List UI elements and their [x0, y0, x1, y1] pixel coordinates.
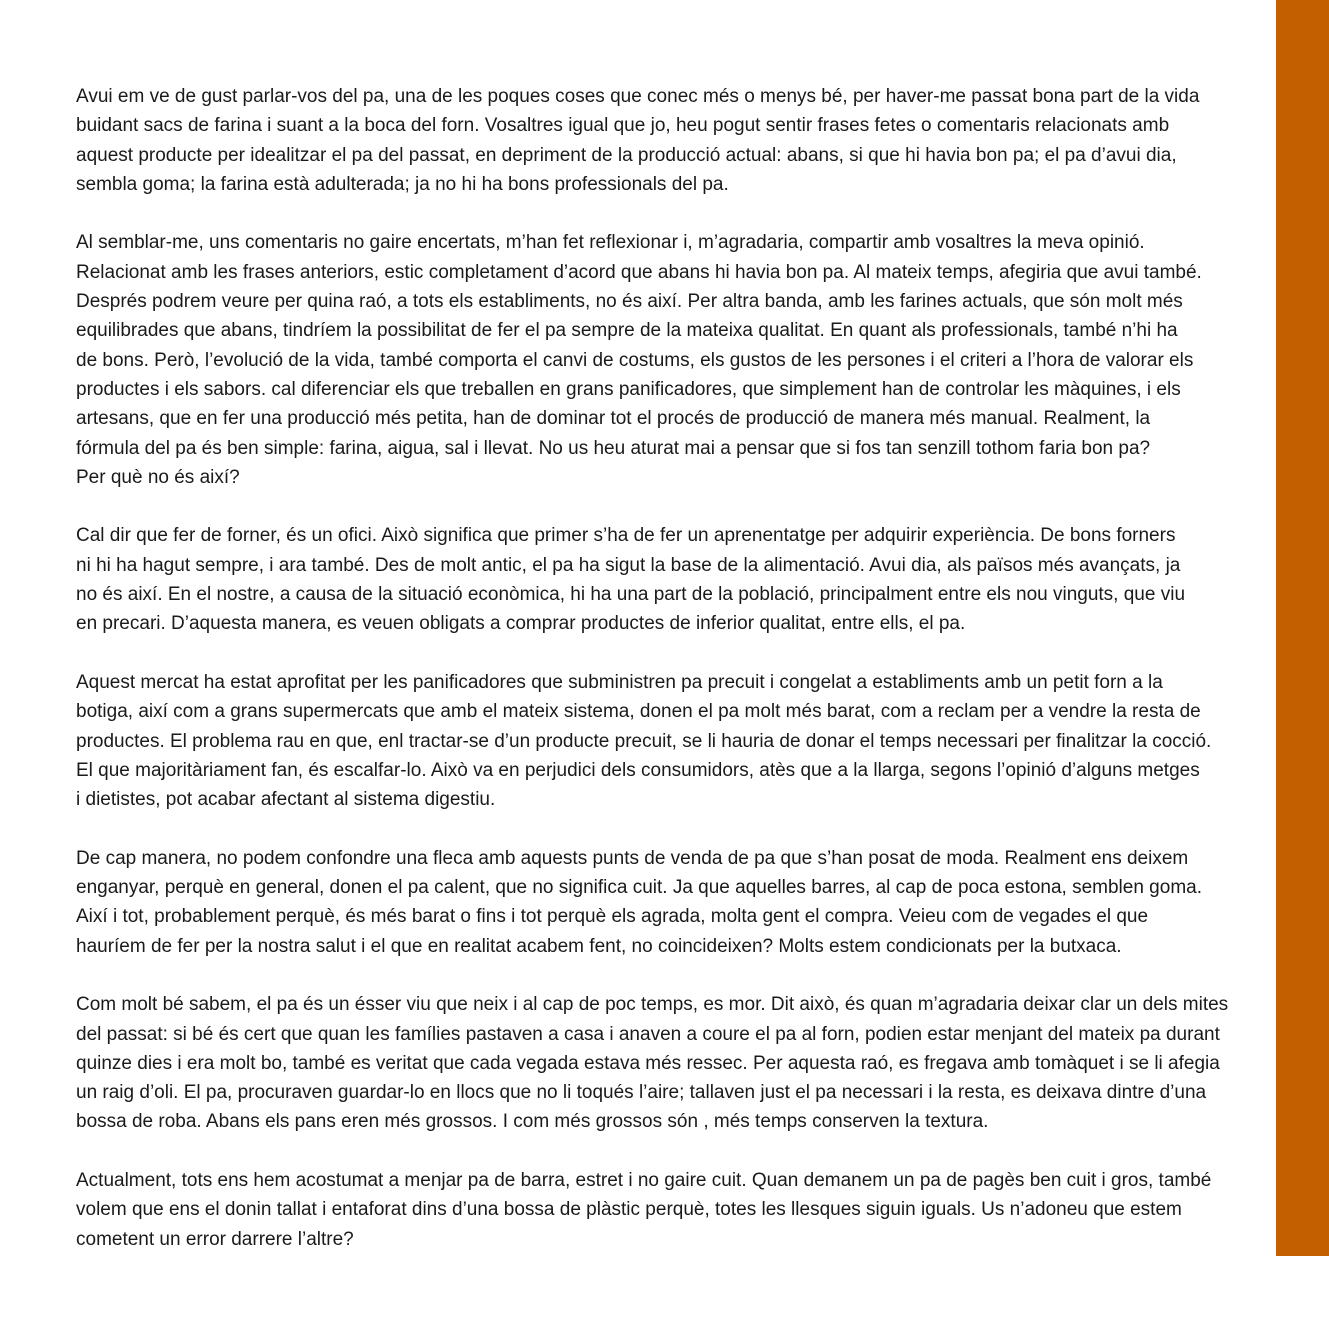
text-line: volem que ens el donin tallat i entaforat dins d’una bossa de plàstic perquè, totes les llesques siguin iguals. Us n’adoneu que estem [76, 1199, 1182, 1221]
text-line: equilibrades que abans, tindríem la possibilitat de fer el pa sempre de la mateixa qualitat. En quant als professionals, també n’hi ha [76, 320, 1178, 342]
text-line: del passat: si bé és cert que quan les famílies pastaven a casa i anaven a coure el pa al forn, podien estar menjant del mateix pa durant [76, 1023, 1220, 1045]
text-line: artesans, que en fer una producció més petita, han de dominar tot el procés de producció de manera més manual. Realment, la [76, 408, 1151, 430]
text-line: Així i tot, probablement perquè, és més barat o fins i tot perquè els agrada, molta gent el compra. Veieu com de vegades el que [76, 906, 1149, 928]
text-line: Després podrem veure per quina raó, a tots els establiments, no és així. Per altra banda, amb les farines actuals, que són molt més [76, 291, 1183, 313]
orange-side-bar [1276, 0, 1329, 1256]
article-body [76, 82, 1256, 1283]
paragraph-3 [76, 521, 1256, 638]
paragraph-7 [76, 1166, 1256, 1254]
text-line: Cal dir que fer de forner, és un ofici. Això significa que primer s’ha de fer un aprenentatge per adquirir experiència. De bons forners [76, 525, 1176, 547]
text-line: Aquest mercat ha estat aprofitat per les panificadores que subministren pa precuit i congelat a establiments amb un petit forn a la [76, 671, 1163, 693]
text-line: Relacionat amb les frases anteriors, estic completament d’acord que abans hi havia bon pa. Al mateix temps, afegiria que avui també. [76, 261, 1202, 283]
text-line: botiga, així com a grans supermercats que amb el mateix sistema, donen el pa molt més barat, com a reclam per a vendre la resta de [76, 701, 1201, 723]
text-line: un raig d’oli. El pa, procuraven guardar-lo en llocs que no li toqués l’aire; tallaven just el pa necessari i la resta, es deixava dintre d’una [76, 1082, 1207, 1104]
text-line: bossa de roba. Abans els pans eren més grossos. I com més grossos són , més temps conserven la textura. [76, 1111, 989, 1133]
text-line: productes i els sabors. cal diferenciar els que treballen en grans panificadores, que simplement han de controlar les màquines, i els [76, 378, 1181, 400]
text-line: Per què no és així? [76, 466, 240, 488]
text-line: De cap manera, no podem confondre una fleca amb aquests punts de venda de pa que s’han posat de moda. Realment ens deixem [76, 847, 1189, 869]
text-line: Al semblar-me, uns comentaris no gaire encertats, m’han fet reflexionar i, m’agradaria, compartir amb vosaltres la meva opinió. [76, 232, 1145, 254]
text-line: de bons. Però, l’evolució de la vida, també comporta el canvi de costums, els gustos de les persones i el criteri a l’hora de valorar els [76, 349, 1194, 371]
text-line: El que majoritàriament fan, és escalfar-lo. Això va en perjudici dels consumidors, atès que a la llarga, segons l’opinió d’alguns metges [76, 759, 1200, 781]
text-line: buidant sacs de farina i suant a la boca del forn. Vosaltres igual que jo, heu pogut sentir frases fetes o comentaris relacionats amb [76, 115, 1170, 137]
paragraph-1 [76, 82, 1256, 199]
text-line: i dietistes, pot acabar afectant al sistema digestiu. [76, 789, 496, 811]
text-line: fórmula del pa és ben simple: farina, aigua, sal i llevat. No us heu aturat mai a pensar que si fos tan senzill tothom faria bon pa? [76, 437, 1151, 459]
text-line: enganyar, perquè en general, donen el pa calent, que no significa cuit. Ja que aquelles barres, al cap de poca estona, semblen goma. [76, 877, 1202, 899]
paragraph-2 [76, 228, 1256, 492]
text-line: aquest producte per idealitzar el pa del passat, en depriment de la producció actual: abans, si que hi havia bon pa; el pa d’avui dia, [76, 144, 1177, 166]
text-line: no és així. En el nostre, a causa de la situació econòmica, hi ha una part de la població, principalment entre els nou vinguts, que viu [76, 584, 1186, 606]
text-line: sembla goma; la farina està adulterada; ja no hi ha bons professionals del pa. [76, 173, 729, 195]
paragraph-4 [76, 668, 1256, 814]
text-line: hauríem de fer per la nostra salut i el que en realitat acabem fent, no coincideixen? Molts estem condicionats per la butxaca. [76, 935, 1122, 957]
text-line: productes. El problema rau en que, enl tractar-se d’un producte precuit, se li hauria de donar el temps necessari per finalitzar la cocció. [76, 730, 1212, 752]
paragraph-5 [76, 844, 1256, 961]
text-line: quinze dies i era molt bo, també es veritat que cada vegada estava més ressec. Per aquesta raó, es fregava amb tomàquet i se li afegia [76, 1052, 1220, 1074]
text-line: en precari. D’aquesta manera, es veuen obligats a comprar productes de inferior qualitat, entre ells, el pa. [76, 613, 966, 635]
text-line: Actualment, tots ens hem acostumat a menjar pa de barra, estret i no gaire cuit. Quan demanem un pa de pagès ben cuit i gros, també [76, 1169, 1212, 1191]
text-line: Com molt bé sabem, el pa és un ésser viu que neix i al cap de poc temps, es mor. Dit això, és quan m’agradaria deixar clar un dels mites [76, 994, 1229, 1016]
text-line: Avui em ve de gust parlar-vos del pa, una de les poques coses que conec més o menys bé, per haver-me passat bona part de la vida [76, 86, 1200, 107]
paragraph-6 [76, 990, 1256, 1136]
text-line: cometent un error darrere l’altre? [76, 1228, 354, 1250]
text-line: ni hi ha hagut sempre, i ara també. Des de molt antic, el pa ha sigut la base de la alimentació. Avui dia, als països més avançats, ja [76, 554, 1181, 576]
